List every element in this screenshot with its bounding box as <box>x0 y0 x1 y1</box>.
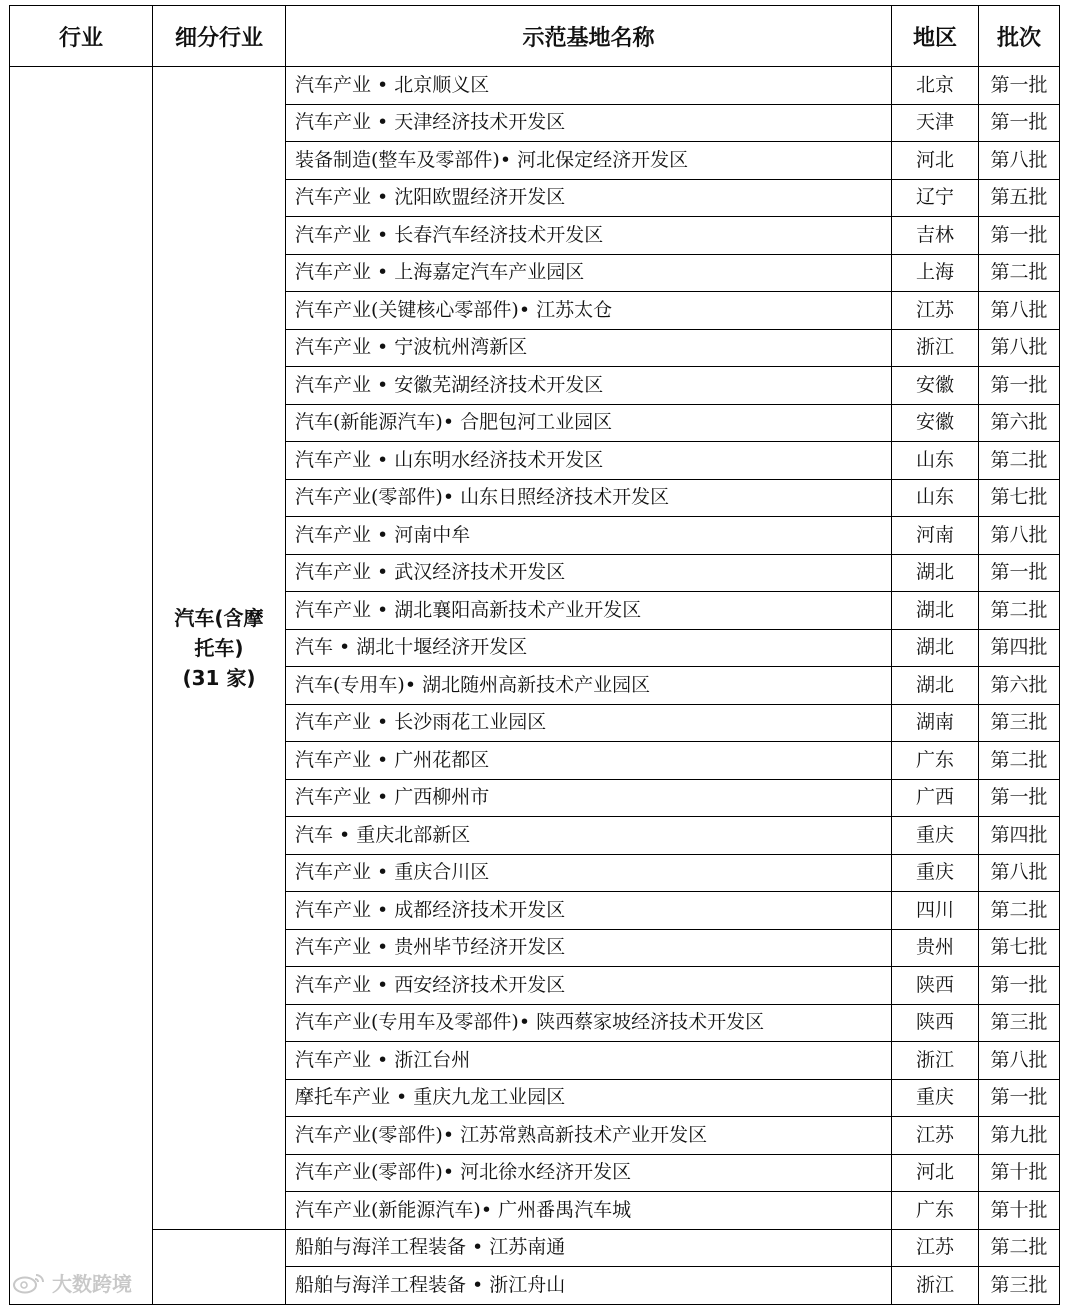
region-cell: 重庆 <box>892 817 979 855</box>
batch-cell: 第一批 <box>979 104 1060 142</box>
base-name-cell: 汽车 • 湖北十堰经济开发区 <box>286 629 892 667</box>
table-row <box>10 67 1060 105</box>
batch-cell: 第八批 <box>979 1042 1060 1080</box>
base-name-cell: 汽车产业 • 广州花都区 <box>286 742 892 780</box>
sub-industry-line3: (31 家) <box>182 665 256 690</box>
region-cell: 河北 <box>892 142 979 180</box>
region-cell: 重庆 <box>892 1079 979 1117</box>
batch-cell: 第八批 <box>979 142 1060 180</box>
header-base-name: 示范基地名称 <box>286 6 892 67</box>
region-cell: 湖北 <box>892 667 979 705</box>
region-cell: 重庆 <box>892 854 979 892</box>
base-name-cell: 汽车产业(新能源汽车)• 广州番禺汽车城 <box>286 1192 892 1230</box>
base-name-cell: 汽车产业 • 天津经济技术开发区 <box>286 104 892 142</box>
region-cell: 湖南 <box>892 704 979 742</box>
region-cell: 广东 <box>892 742 979 780</box>
batch-cell: 第三批 <box>979 1004 1060 1042</box>
batch-cell: 第一批 <box>979 1079 1060 1117</box>
batch-cell: 第八批 <box>979 854 1060 892</box>
base-name-cell: 汽车产业(专用车及零部件)• 陕西蔡家坡经济技术开发区 <box>286 1004 892 1042</box>
batch-cell: 第一批 <box>979 67 1060 105</box>
batch-cell: 第七批 <box>979 479 1060 517</box>
region-cell: 广西 <box>892 779 979 817</box>
header-batch: 批次 <box>979 6 1060 67</box>
batch-cell: 第三批 <box>979 704 1060 742</box>
batch-cell: 第八批 <box>979 292 1060 330</box>
batch-cell: 第二批 <box>979 592 1060 630</box>
region-cell: 安徽 <box>892 404 979 442</box>
region-cell: 辽宁 <box>892 179 979 217</box>
base-name-cell: 船舶与海洋工程装备 • 江苏南通 <box>286 1229 892 1267</box>
base-name-cell: 汽车产业 • 宁波杭州湾新区 <box>286 329 892 367</box>
sub-industry-line1: 汽车(含摩 <box>174 605 264 630</box>
base-name-cell: 汽车(专用车)• 湖北随州高新技术产业园区 <box>286 667 892 705</box>
header-region: 地区 <box>892 6 979 67</box>
region-cell: 湖北 <box>892 592 979 630</box>
region-cell: 河北 <box>892 1154 979 1192</box>
table-row <box>10 1229 1060 1267</box>
region-cell: 湖北 <box>892 629 979 667</box>
base-name-cell: 汽车产业 • 成都经济技术开发区 <box>286 892 892 930</box>
region-cell: 安徽 <box>892 367 979 405</box>
batch-cell: 第七批 <box>979 929 1060 967</box>
region-cell: 河南 <box>892 517 979 555</box>
base-name-cell: 汽车产业 • 重庆合川区 <box>286 854 892 892</box>
batch-cell: 第一批 <box>979 217 1060 255</box>
region-cell: 浙江 <box>892 329 979 367</box>
base-name-cell: 汽车产业 • 湖北襄阳高新技术产业开发区 <box>286 592 892 630</box>
base-list-table <box>9 5 1060 1305</box>
table-body <box>10 67 1060 1305</box>
base-name-cell: 汽车产业 • 武汉经济技术开发区 <box>286 554 892 592</box>
base-name-cell: 船舶与海洋工程装备 • 浙江舟山 <box>286 1267 892 1305</box>
base-name-cell: 汽车产业 • 安徽芜湖经济技术开发区 <box>286 367 892 405</box>
region-cell: 广东 <box>892 1192 979 1230</box>
region-cell: 吉林 <box>892 217 979 255</box>
industry-cell <box>10 67 153 1305</box>
batch-cell: 第十批 <box>979 1154 1060 1192</box>
base-name-cell: 汽车产业 • 沈阳欧盟经济开发区 <box>286 179 892 217</box>
base-name-cell: 汽车产业 • 长沙雨花工业园区 <box>286 704 892 742</box>
region-cell: 北京 <box>892 67 979 105</box>
region-cell: 江苏 <box>892 292 979 330</box>
sub-industry-cell <box>153 1229 286 1304</box>
region-cell: 湖北 <box>892 554 979 592</box>
region-cell: 山东 <box>892 442 979 480</box>
sub-industry-cell <box>153 67 286 1230</box>
base-name-cell: 汽车产业(零部件)• 江苏常熟高新技术产业开发区 <box>286 1117 892 1155</box>
watermark-text: 大数跨境 <box>52 1272 132 1296</box>
batch-cell: 第六批 <box>979 667 1060 705</box>
base-name-cell: 汽车 • 重庆北部新区 <box>286 817 892 855</box>
batch-cell: 第六批 <box>979 404 1060 442</box>
base-name-cell: 装备制造(整车及零部件)• 河北保定经济开发区 <box>286 142 892 180</box>
region-cell: 陕西 <box>892 967 979 1005</box>
batch-cell: 第十批 <box>979 1192 1060 1230</box>
batch-cell: 第一批 <box>979 554 1060 592</box>
weibo-logo-icon <box>12 1272 46 1294</box>
batch-cell: 第三批 <box>979 1267 1060 1305</box>
batch-cell: 第二批 <box>979 892 1060 930</box>
watermark <box>12 1268 132 1297</box>
base-name-cell: 汽车产业 • 西安经济技术开发区 <box>286 967 892 1005</box>
region-cell: 贵州 <box>892 929 979 967</box>
region-cell: 陕西 <box>892 1004 979 1042</box>
header-industry: 行业 <box>10 6 153 67</box>
base-name-cell: 汽车产业 • 山东明水经济技术开发区 <box>286 442 892 480</box>
batch-cell: 第一批 <box>979 779 1060 817</box>
base-name-cell: 摩托车产业 • 重庆九龙工业园区 <box>286 1079 892 1117</box>
batch-cell: 第五批 <box>979 179 1060 217</box>
region-cell: 浙江 <box>892 1267 979 1305</box>
region-cell: 四川 <box>892 892 979 930</box>
base-name-cell: 汽车产业 • 浙江台州 <box>286 1042 892 1080</box>
batch-cell: 第八批 <box>979 517 1060 555</box>
region-cell: 江苏 <box>892 1117 979 1155</box>
base-name-cell: 汽车(新能源汽车)• 合肥包河工业园区 <box>286 404 892 442</box>
batch-cell: 第四批 <box>979 817 1060 855</box>
batch-cell: 第四批 <box>979 629 1060 667</box>
batch-cell: 第八批 <box>979 329 1060 367</box>
region-cell: 江苏 <box>892 1229 979 1267</box>
header-row <box>10 6 1060 67</box>
batch-cell: 第一批 <box>979 967 1060 1005</box>
base-name-cell: 汽车产业 • 上海嘉定汽车产业园区 <box>286 254 892 292</box>
batch-cell: 第二批 <box>979 442 1060 480</box>
header-sub-industry: 细分行业 <box>153 6 286 67</box>
batch-cell: 第二批 <box>979 254 1060 292</box>
batch-cell: 第九批 <box>979 1117 1060 1155</box>
batch-cell: 第二批 <box>979 1229 1060 1267</box>
region-cell: 上海 <box>892 254 979 292</box>
sub-industry-line2: 托车) <box>194 635 244 660</box>
base-name-cell: 汽车产业 • 河南中牟 <box>286 517 892 555</box>
region-cell: 山东 <box>892 479 979 517</box>
base-name-cell: 汽车产业(零部件)• 河北徐水经济开发区 <box>286 1154 892 1192</box>
batch-cell: 第二批 <box>979 742 1060 780</box>
batch-cell: 第一批 <box>979 367 1060 405</box>
region-cell: 天津 <box>892 104 979 142</box>
base-name-cell: 汽车产业 • 广西柳州市 <box>286 779 892 817</box>
region-cell: 浙江 <box>892 1042 979 1080</box>
base-name-cell: 汽车产业(零部件)• 山东日照经济技术开发区 <box>286 479 892 517</box>
base-name-cell: 汽车产业 • 长春汽车经济技术开发区 <box>286 217 892 255</box>
base-name-cell: 汽车产业(关键核心零部件)• 江苏太仓 <box>286 292 892 330</box>
base-name-cell: 汽车产业 • 北京顺义区 <box>286 67 892 105</box>
base-name-cell: 汽车产业 • 贵州毕节经济开发区 <box>286 929 892 967</box>
